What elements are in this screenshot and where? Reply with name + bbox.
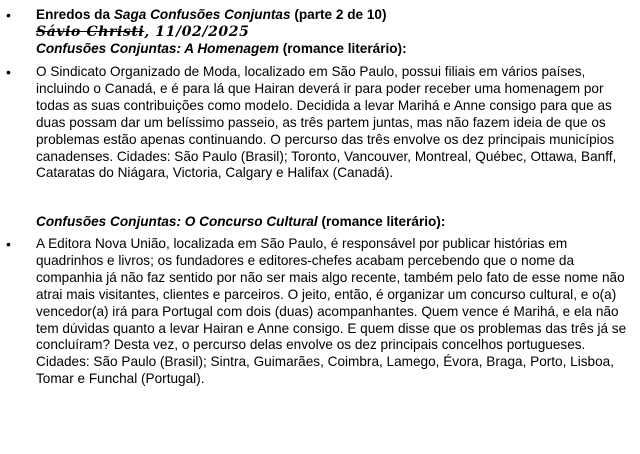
story1-heading xyxy=(36,41,634,58)
saga-name: Saga Confusões Conjuntas xyxy=(113,7,291,22)
story1-genre: (romance literário): xyxy=(278,40,407,56)
story1-text: O Sindicato Organizado de Moda, localizado em São Paulo, possui filiais em vários países, incluindo o Canadá, e é para lá que Hairan deverá ir para poder receber uma homenagem por todas as suas contribuições como modelo. Decidida a levar Marihá e Anne consigo para que as duas possam dar um belíssimo passeio, as três partem juntas, mas não fazem ideia de que os problemas estão apenas continuando. O percurso das três envolve os dez principais municípios canadenses. Cidades: São Paulo (Brasil); Toronto, Vancouver, Montreal, Québec, Ottawa, Banff, Cataratas do Niágara, Victoria, Calgary e Halifax (Canadá). xyxy=(36,64,617,181)
story2-genre: (romance literário): xyxy=(317,214,446,229)
author-name: Sávio Christi xyxy=(36,23,145,40)
publish-date: 11/02/2025 xyxy=(155,23,250,40)
story1-title: Confusões Conjuntas: A Homenagem xyxy=(36,40,279,56)
story2-heading xyxy=(36,214,634,231)
story2-text: A Editora Nova União, localizada em São Paulo, é responsável por publicar histórias em quadrinhos e livros; os fundadores e editores-chefes acabam percebendo que o nome da companhia já não faz sentido por não ser mais algo recente, também pelo fato de esse nome não atrai mais visitantes, clientes e parceiros. O jeito, então, é organizar um concurso cultural, e o(a) vencedor(a) irá para Portugal com dois (duas) acompanhantes. Quem vence é Marihá, e ela não tem dúvidas quanto a levar Hairan e Anne consigo. E quem disse que os problemas das três já se concluíram? Desta vez, o percurso delas envolve os dez principais concelhos portugueses. Cidades: São Paulo (Brasil); Sintra, Guimarães, Coimbra, Lamego, Évora, Braga, Porto, Lisboa, Tomar e Funchal (Portugal). xyxy=(36,236,627,387)
story2-synopsis xyxy=(36,236,634,388)
author-line: Sávio Christi, 11/02/2025 xyxy=(36,23,250,40)
story2-title: Confusões Conjuntas: O Concurso Cultural xyxy=(36,214,318,229)
bullet-2: • xyxy=(6,64,11,80)
series-title: Enredos da Saga Confusões Conjuntas (parte 2 de 10) xyxy=(36,7,387,22)
story1-synopsis xyxy=(36,64,634,182)
header-block xyxy=(36,7,634,58)
bullet-3: • xyxy=(6,236,11,252)
bullet-1: • xyxy=(6,7,11,23)
